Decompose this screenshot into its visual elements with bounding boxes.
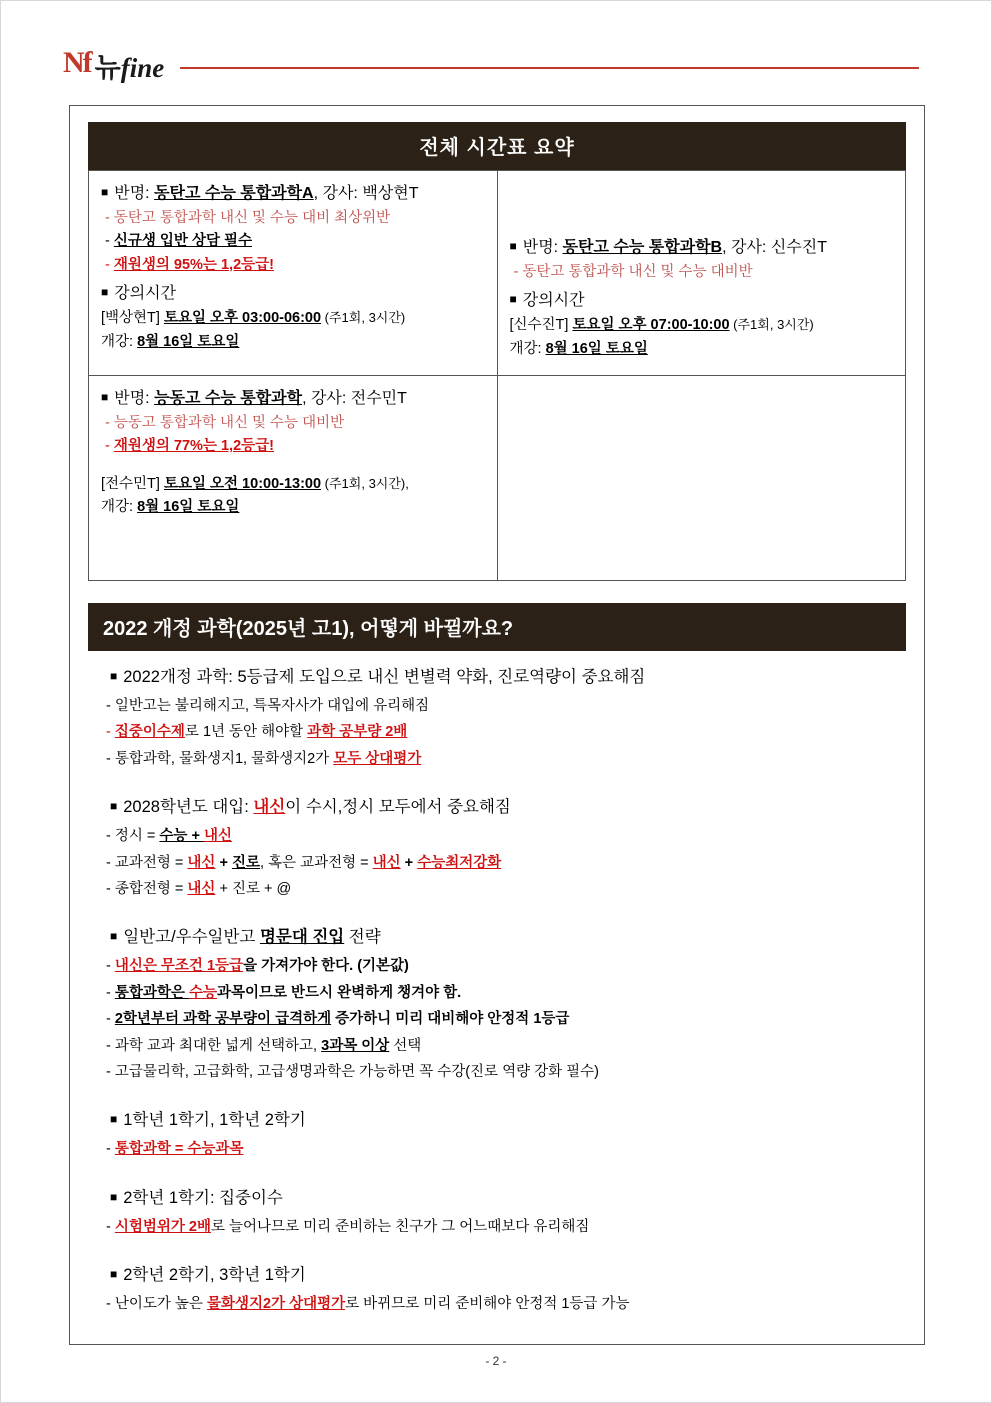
class-label: 반명:: [114, 390, 155, 407]
heading-text: 2학년 1학기: 집중이수: [123, 1188, 283, 1207]
item-text: 을 가져가야 한다. (기본값): [243, 958, 409, 975]
class-label: 반명:: [114, 185, 155, 202]
brand-logo-en: fine: [120, 52, 165, 83]
time-value: 8월 16일 토요일: [545, 340, 648, 357]
class-name: 동탄고 수능 통합과학A: [154, 185, 314, 202]
heading-text: 2028학년도 대입:: [123, 798, 254, 817]
spacer: [94, 1086, 902, 1104]
item-text: 2학년부터 과학 공부량이 급격하게: [114, 1011, 332, 1028]
item-text: + 진로 + @: [215, 880, 292, 897]
item-text: 과학 공부량 2배: [307, 724, 408, 741]
item-text: -: [106, 1011, 115, 1028]
lecture-time-row: [510, 338, 894, 361]
header-divider: [180, 67, 919, 69]
class-bullet: [510, 261, 894, 284]
block-heading: [110, 923, 902, 951]
time-note: (주1회, 3시간): [729, 317, 814, 333]
brand-logo-ko: 뉴: [94, 52, 121, 83]
time-note: (주1회, 3시간): [321, 310, 406, 326]
lecture-time-row: [101, 496, 485, 519]
item-text: - 과학 교과 최대한 넓게 선택하고,: [106, 1037, 322, 1054]
lecture-time-heading: [101, 281, 485, 307]
list-item: [106, 954, 902, 979]
square-bullet-icon: ■: [509, 239, 517, 253]
comma: ,: [302, 390, 311, 407]
item-text: +: [215, 854, 232, 871]
item-text: 내신: [187, 880, 216, 897]
square-bullet-icon: ■: [101, 390, 109, 404]
teacher-name: 전수민T: [350, 390, 407, 407]
class-bullet: [101, 254, 485, 277]
class-bullet: [101, 435, 485, 458]
heading-text: 명문대 진입: [259, 928, 345, 947]
item-text: 로 바뀌므로 미리 준비해야 안정적 1등급 가능: [345, 1296, 630, 1313]
list-item: [106, 1137, 902, 1162]
spacer: [101, 459, 485, 473]
timetable-table: [88, 170, 906, 581]
list-item: [106, 747, 902, 772]
item-text: 내신: [187, 854, 216, 871]
list-item: [106, 694, 902, 719]
time-tag: 개강:: [509, 340, 546, 357]
bullet-text: 재원생의 95%는 1,2등급!: [113, 256, 274, 273]
square-bullet-icon: ■: [101, 285, 109, 300]
item-text: 집중이수제: [114, 724, 185, 741]
list-item: [106, 720, 902, 745]
dash: -: [105, 414, 114, 431]
list-item: [106, 1215, 902, 1240]
section2-title: 2022 개정 과학(2025년 고1), 어떻게 바뀔까요?: [88, 603, 906, 651]
table-row: [89, 171, 906, 376]
bullet-text: 동탄고 통합과학 내신 및 수능 대비 최상위반: [113, 209, 391, 226]
item-text: 내신은 무조건 1등급: [114, 958, 244, 975]
item-text: 선택: [389, 1037, 422, 1054]
dash: -: [105, 209, 114, 226]
bullet-text: 재원생의 77%는 1,2등급!: [113, 438, 274, 455]
heading-text: 이 수시,정시 모두에서 중요해짐: [285, 798, 511, 817]
timetable-cell-c: [89, 376, 498, 581]
list-item: [106, 824, 902, 849]
class-bullet: [101, 412, 485, 435]
dash: -: [105, 256, 114, 273]
timetable-cell-b: [497, 171, 906, 376]
heading-text: 1학년 1학기, 1학년 2학기: [123, 1111, 306, 1130]
spacer: [94, 773, 902, 791]
time-value: 토요일 오후 07:00-10:00: [572, 317, 730, 334]
square-bullet-icon: ■: [110, 1112, 118, 1127]
lecture-time-row: [101, 331, 485, 354]
item-text: 수능최저강화: [417, 854, 502, 871]
square-bullet-icon: ■: [110, 1189, 118, 1204]
list-item: [106, 851, 902, 876]
bullet-text: 신규생 입반 상담 필수: [113, 233, 253, 250]
page-header: [63, 39, 919, 91]
list-item: [106, 981, 902, 1006]
item-text: 로 1년 동안 해야할: [184, 724, 308, 741]
square-bullet-icon: ■: [509, 292, 517, 307]
list-item: [106, 1034, 902, 1059]
lecture-time-label: 강의시간: [522, 292, 585, 310]
teacher-name: 백상현T: [362, 185, 419, 202]
item-text: 내신: [203, 828, 232, 845]
item-text: 과목이므로 반드시 완벽하게 챙겨야 함.: [216, 984, 462, 1001]
item-text: 시험범위가 2배: [114, 1218, 211, 1235]
timetable-cell-a: [89, 171, 498, 376]
heading-text: 2022개정 과학: 5등급제 도입으로 내신 변별력 약화, 진로역량이 중요해짐: [123, 668, 646, 686]
item-text: 수능: [188, 984, 217, 1001]
time-tag: [백상현T]: [101, 310, 164, 327]
square-bullet-icon: ■: [110, 929, 118, 944]
block-heading: [110, 663, 902, 691]
brand-logo-mark: Nf: [63, 46, 91, 79]
item-text: -: [106, 1141, 115, 1158]
dash: -: [513, 263, 523, 280]
item-text: - 고급물리학, 고급화학, 고급생명과학은 가능하면 꼭 수강(진로 역량 강화 필수): [106, 1063, 600, 1080]
square-bullet-icon: ■: [110, 669, 118, 683]
heading-text: 전략: [344, 928, 381, 947]
item-text: -: [106, 1218, 115, 1235]
item-text: 통합과학 = 수능과목: [114, 1141, 244, 1158]
time-tag: 개강:: [101, 499, 138, 516]
list-item: [106, 1007, 902, 1032]
item-text: - 종합전형 =: [106, 880, 188, 897]
class-name: 동탄고 수능 통합과학B: [562, 239, 723, 256]
list-item: [106, 877, 902, 902]
bullet-text: 동탄고 통합과학 내신 및 수능 대비반: [522, 263, 753, 280]
spacer: [94, 1164, 902, 1182]
block-heading: [110, 793, 902, 821]
bullet-text: 능동고 통합과학 내신 및 수능 대비반: [113, 414, 345, 431]
list-item: [106, 1292, 902, 1317]
dash: -: [105, 438, 114, 455]
item-text: - 교과전형 =: [106, 854, 188, 871]
timetable-cell-empty: [497, 376, 906, 581]
time-note: (주1회, 3시간),: [321, 475, 409, 491]
heading-text: 일반고/우수일반고: [123, 928, 260, 947]
item-text: , 혹은 교과전형 =: [259, 854, 373, 871]
item-text: 내신: [372, 854, 401, 871]
time-value: 8월 16일 토요일: [137, 499, 240, 516]
square-bullet-icon: ■: [110, 799, 118, 814]
block-heading: [110, 1261, 902, 1289]
item-text: -: [106, 724, 115, 741]
class-name: 능동고 수능 통합과학: [154, 390, 303, 407]
heading-text: 내신: [253, 798, 286, 817]
time-tag: 개강:: [101, 333, 138, 350]
time-value: 토요일 오전 10:00-13:00: [163, 475, 322, 492]
item-text: 진로: [231, 854, 260, 871]
class-label: 반명:: [522, 239, 563, 256]
time-tag: [신수진T]: [509, 317, 573, 334]
time-value: 토요일 오후 03:00-06:00: [163, 310, 322, 327]
lecture-time-row: [101, 307, 485, 330]
time-tag: [전수민T]: [101, 475, 164, 492]
timetable-title: 전체 시간표 요약: [88, 122, 906, 170]
item-text: 물화생지2가 상대평가: [206, 1296, 346, 1313]
spacer: [94, 1241, 902, 1259]
class-name-line: [101, 181, 485, 207]
item-text: - 통합과학, 물화생지1, 물화생지2가: [106, 750, 334, 767]
item-text: 모두 상대평가: [333, 750, 422, 767]
item-text: +: [400, 854, 418, 871]
item-text: 로 늘어나므로 미리 준비하는 친구가 그 어느때보다 유리해짐: [211, 1218, 590, 1235]
lecture-time-row: [510, 314, 894, 337]
block-heading: [110, 1184, 902, 1212]
class-bullet: [101, 230, 485, 253]
lecture-time-row: [101, 473, 485, 496]
item-text: 3과목 이상: [321, 1037, 390, 1054]
item-text: -: [106, 958, 115, 975]
class-name-line: [101, 386, 485, 412]
comma: ,: [722, 239, 732, 256]
dash: -: [105, 233, 114, 250]
brand-logo-text: [95, 46, 165, 85]
teacher-label: 강사:: [310, 390, 351, 407]
item-text: 증가하니 미리 대비해야 안정적 1등급: [331, 1011, 570, 1028]
item-text: 통합과학은: [114, 984, 189, 1001]
teacher-label: 강사:: [322, 185, 363, 202]
comma: ,: [313, 185, 323, 202]
list-item: [106, 1060, 902, 1085]
item-text: -: [106, 984, 115, 1001]
item-text: - 난이도가 높은: [106, 1296, 207, 1313]
spacer: [94, 903, 902, 921]
lecture-time-heading: [510, 288, 894, 314]
lecture-time-label: 강의시간: [114, 285, 177, 303]
block-heading: [110, 1106, 902, 1134]
teacher-name: 신수진T: [770, 239, 827, 256]
item-text: - 일반고는 불리해지고, 특목자사가 대입에 유리해짐: [106, 698, 430, 715]
square-bullet-icon: ■: [101, 185, 109, 199]
item-text: - 정시 =: [106, 828, 160, 845]
teacher-label: 강사:: [731, 239, 771, 256]
section2-body: [88, 651, 906, 1318]
item-text: 수능 +: [159, 828, 204, 845]
table-row: [89, 376, 906, 581]
square-bullet-icon: ■: [110, 1267, 118, 1282]
page-number: - 2 -: [485, 1354, 507, 1368]
time-value: 8월 16일 토요일: [137, 333, 240, 350]
heading-text: 2학년 2학기, 3학년 1학기: [123, 1266, 306, 1285]
class-bullet: [101, 207, 485, 230]
class-name-line: [510, 235, 894, 261]
content-frame: [69, 105, 925, 1345]
